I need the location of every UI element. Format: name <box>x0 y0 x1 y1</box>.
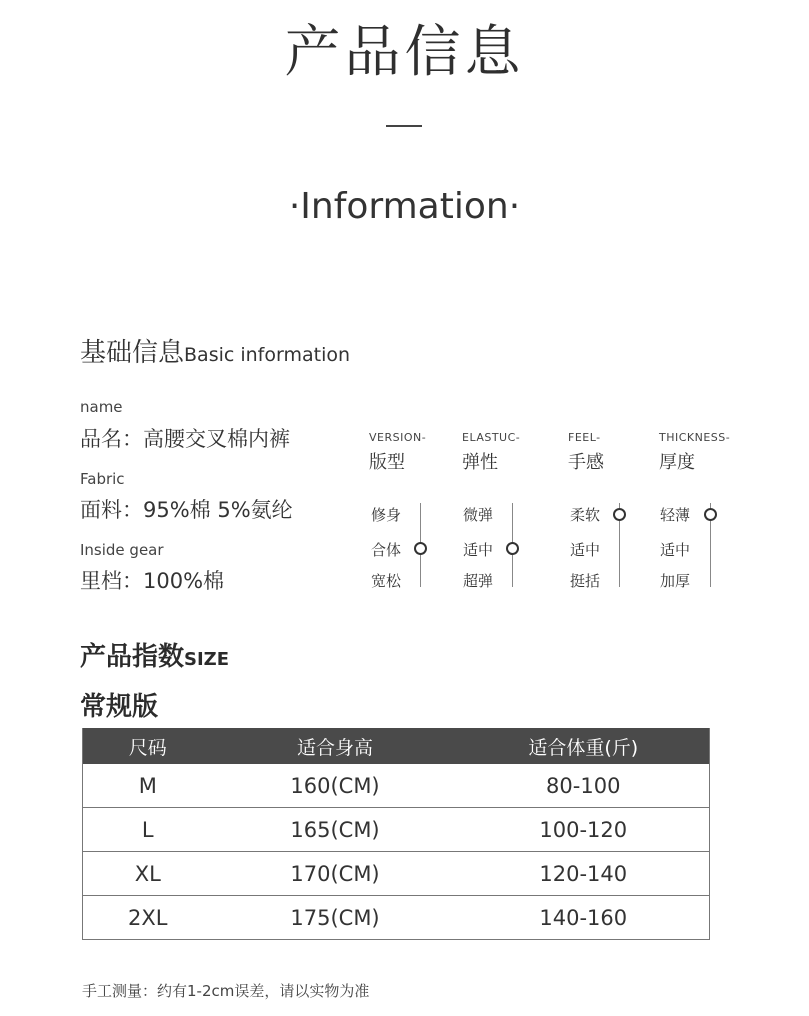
weight-cell: 80-100 <box>458 764 710 808</box>
basic-info-heading-zh: 基础信息 <box>80 338 185 368</box>
elastic-option: 超弹 <box>463 572 494 590</box>
elastic-label-en: ELASTUC- <box>462 431 521 444</box>
weight-cell: 140-160 <box>458 896 710 940</box>
column-header-size: 尺码 <box>83 728 213 764</box>
feel-selected-marker-icon <box>613 508 626 521</box>
product-name: 品名：高腰交叉棉内裤 <box>80 427 290 451</box>
feel-option: 挺括 <box>570 572 601 590</box>
gear-label-en: Inside gear <box>80 541 164 559</box>
table-row <box>83 896 710 940</box>
basic-info-heading <box>80 332 350 369</box>
elastic-label-zh: 弹性 <box>462 452 498 473</box>
column-header-weight: 适合体重(斤) <box>458 728 710 764</box>
feel-option: 适中 <box>570 541 601 559</box>
version-label-en: VERSION- <box>369 431 427 444</box>
size-heading-en: SIZE <box>184 649 230 670</box>
gear-value: 里档：100%棉 <box>80 569 225 593</box>
version-option: 修身 <box>371 506 402 524</box>
height-cell: 165(CM) <box>213 808 458 852</box>
weight-cell: 120-140 <box>458 852 710 896</box>
thickness-option: 适中 <box>660 541 691 559</box>
table-row <box>83 764 710 808</box>
size-section-heading <box>80 636 229 673</box>
version-selected-marker-icon <box>414 542 427 555</box>
size-cell: 2XL <box>83 896 213 940</box>
page-title: 产品信息 <box>284 20 525 85</box>
basic-info-heading-en: Basic information <box>184 344 351 366</box>
elastic-option: 微弹 <box>463 506 494 524</box>
size-cell: XL <box>83 852 213 896</box>
feel-label-en: FEEL- <box>568 431 601 444</box>
table-row <box>83 852 710 896</box>
size-cell: L <box>83 808 213 852</box>
height-cell: 175(CM) <box>213 896 458 940</box>
elastic-selected-marker-icon <box>506 542 519 555</box>
table-row <box>83 808 710 852</box>
version-option: 合体 <box>371 541 402 559</box>
elastic-option: 适中 <box>463 541 494 559</box>
thickness-label-zh: 厚度 <box>659 452 695 473</box>
version-label-zh: 版型 <box>369 452 405 473</box>
thickness-option: 轻薄 <box>660 506 691 524</box>
height-cell: 170(CM) <box>213 852 458 896</box>
size-table-header-row <box>83 728 710 764</box>
fabric-label-en: Fabric <box>80 470 125 488</box>
thickness-selected-marker-icon <box>704 508 717 521</box>
column-header-height: 适合身高 <box>213 728 458 764</box>
size-heading-zh: 产品指数 <box>80 642 185 672</box>
version-option: 宽松 <box>371 572 402 590</box>
page-subtitle: ·Information· <box>288 186 521 227</box>
thickness-label-en: THICKNESS- <box>659 431 731 444</box>
size-table <box>82 728 710 940</box>
size-cell: M <box>83 764 213 808</box>
title-divider <box>386 125 422 127</box>
weight-cell: 100-120 <box>458 808 710 852</box>
feel-label-zh: 手感 <box>568 452 604 473</box>
feel-option: 柔软 <box>570 506 601 524</box>
name-label-en: name <box>80 398 123 416</box>
thickness-option: 加厚 <box>660 572 691 590</box>
height-cell: 160(CM) <box>213 764 458 808</box>
fabric-value: 面料：95%棉 5%氨纶 <box>80 498 293 522</box>
measurement-note: 手工测量：约有1-2cm误差，请以实物为准 <box>82 982 370 1000</box>
version-heading: 常规版 <box>80 692 159 722</box>
